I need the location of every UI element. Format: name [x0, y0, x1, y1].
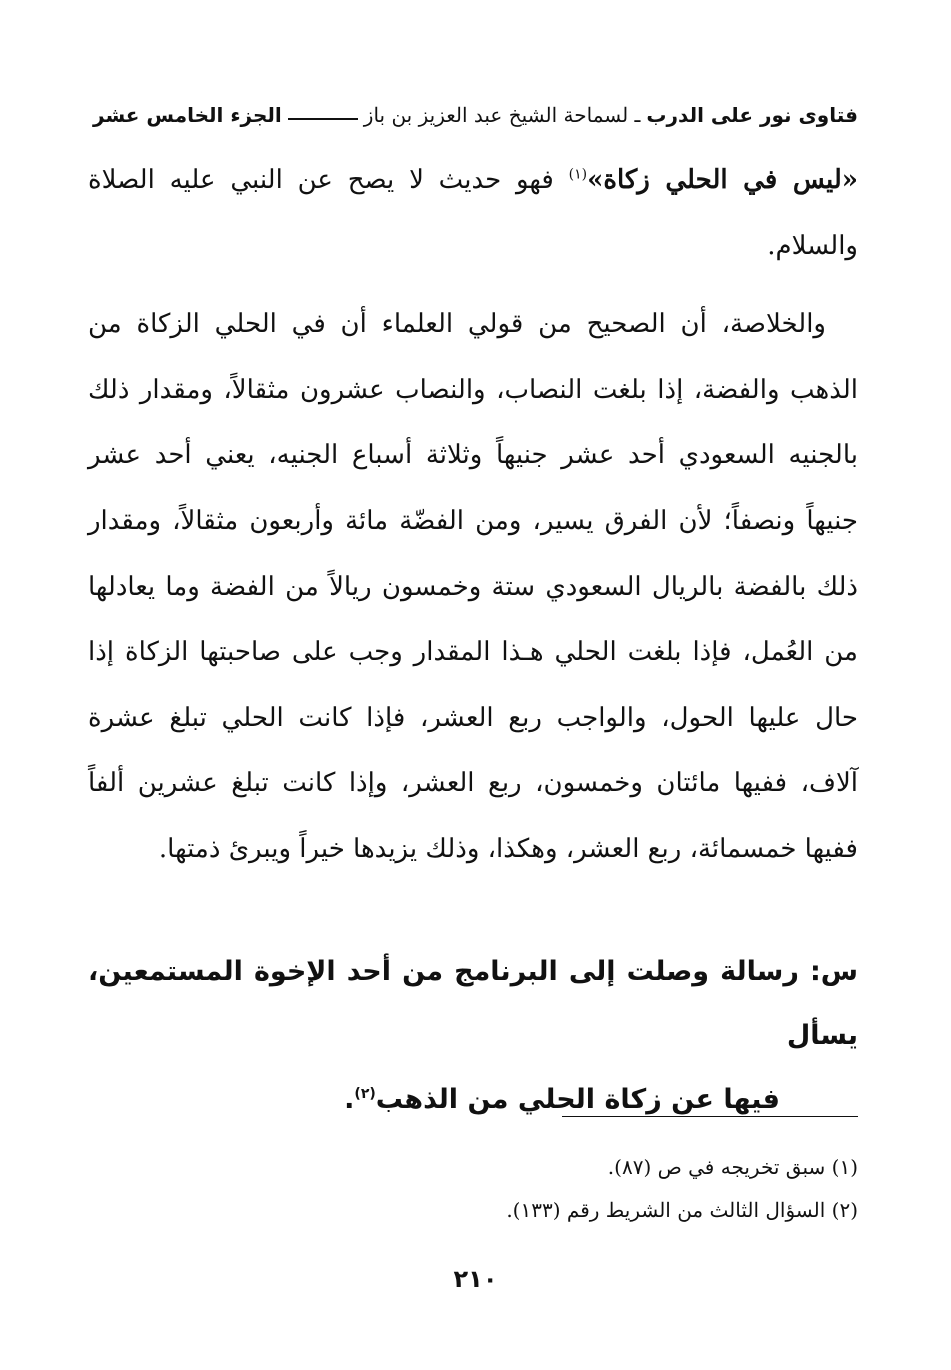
question-end: .: [344, 1084, 355, 1115]
question-line-1: س: رسالة وصلت إلى البرنامج من أحد الإخوة المستمعين، يسأل: [88, 956, 858, 1051]
author-name: ـ لسماحة الشيخ عبد العزيز بن باز: [363, 103, 641, 127]
paragraph-1: [88, 148, 858, 279]
hadith-quote: «ليس في الحلي زكاة»: [587, 165, 859, 195]
paragraph-2: والخلاصة، أن الصحيح من قولي العلماء أن في الحلي الزكاة من الذهب والفضة، إذا بلغت النصاب، والنصاب عشرون مثقالاً، ومقدار ذلك بالجنيه السعودي أحد عشر جنيهاً وثلاثة أسباع الجنيه، يعني أحد عشر جنيهاً ونصفاً؛ لأن الفرق يسير، ومن الفضّة مائة وأربعون مثقالاً، ومقدار ذلك بالفضة بالريال السعودي ستة وخمسون ريالاً من الفضة وما يعادلها من العُمل، فإذا بلغت الحلي هـذا المقدار وجب على صاحبتها الزكاة إذا حال عليها الحول، والواجب ربع العشر، فإذا كانت الحلي تبلغ عشرة آلاف، ففيها مائتان وخمسون، ربع العشر، وإذا كانت تبلغ عشرين ألفاً ففيها خمسمائة، ربع العشر، وهكذا، وذلك يزيدها خيراً ويبرئ ذمتها.: [88, 309, 858, 864]
footnotes: [88, 1146, 858, 1232]
page-number: ٢١٠: [453, 1265, 498, 1293]
footnote-separator: [562, 1116, 858, 1117]
book-title: فتاوى نور على الدرب: [646, 103, 858, 127]
running-header: [93, 98, 858, 132]
main-text: [88, 148, 858, 883]
volume-title: الجزء الخامس عشر: [93, 103, 282, 127]
footnote-ref-2: (٢): [354, 1086, 376, 1102]
header-rule: [288, 118, 358, 120]
footnote-2: (٢) السؤال الثالث من الشريط رقم (١٣٣).: [506, 1198, 858, 1222]
paragraph-1-rest: فهو حديث لا يصح عن النبي عليه الصلاة والسلام.: [88, 165, 858, 261]
footnote-ref-1: (١): [568, 166, 588, 183]
question-line-2-text: فيها عن زكاة الحلي من الذهب: [375, 1084, 780, 1115]
footnote-1: (١) سبق تخريجه في ص (٨٧).: [607, 1155, 858, 1179]
question-line-2: [88, 1068, 858, 1132]
question-block: [88, 940, 858, 1132]
